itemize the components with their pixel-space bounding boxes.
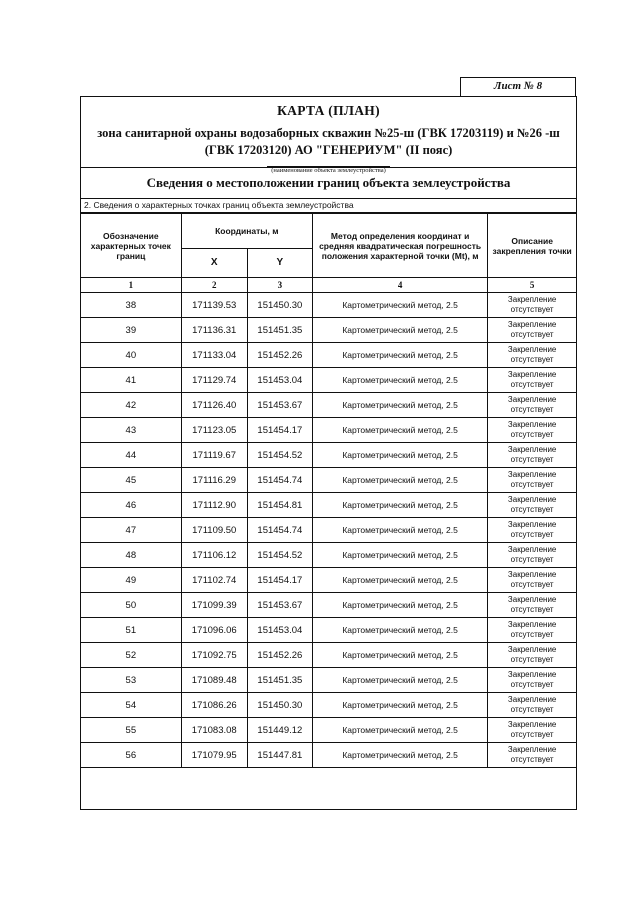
column-number: 5 [488,278,576,293]
x-coordinate-cell: 171116.29 [181,468,247,493]
y-coordinate-cell: 151454.17 [247,418,312,443]
header-y: Y [247,249,312,278]
y-coordinate-cell: 151450.30 [247,293,312,318]
column-number: 4 [312,278,487,293]
subsection-title: 2. Сведения о характерных точках границ объекта землеустройства [81,199,576,213]
method-cell: Картометрический метод, 2.5 [312,393,487,418]
fixation-cell: Закрепление отсутствует [488,493,576,518]
y-coordinate-cell: 151447.81 [247,743,312,768]
title-block [81,97,576,174]
y-coordinate-cell: 151453.04 [247,618,312,643]
fixation-cell: Закрепление отсутствует [488,618,576,643]
x-coordinate-cell: 171099.39 [181,593,247,618]
point-cell: 51 [81,618,181,643]
document-title: КАРТА (ПЛАН) [277,103,380,118]
table-row [81,293,576,318]
point-cell: 48 [81,543,181,568]
column-number: 3 [247,278,312,293]
table-row [81,343,576,368]
title-caption: (наименование объекта землеустройства) [267,166,390,175]
table-row [81,493,576,518]
fixation-cell: Закрепление отсутствует [488,693,576,718]
header-x: X [181,249,247,278]
fixation-cell: Закрепление отсутствует [488,568,576,593]
header-point: Обозначение характерных точек границ [81,214,181,278]
header-method: Метод определения координат и средняя квадратическая погрешность положения характерной точки (Mt), м [312,214,487,278]
point-cell: 45 [81,468,181,493]
x-coordinate-cell: 171096.06 [181,618,247,643]
method-cell: Картометрический метод, 2.5 [312,743,487,768]
x-coordinate-cell: 171119.67 [181,443,247,468]
x-coordinate-cell: 171126.40 [181,393,247,418]
y-coordinate-cell: 151453.04 [247,368,312,393]
method-cell: Картометрический метод, 2.5 [312,693,487,718]
header-coords: Координаты, м [181,214,312,249]
point-cell: 40 [81,343,181,368]
method-cell: Картометрический метод, 2.5 [312,593,487,618]
y-coordinate-cell: 151450.30 [247,693,312,718]
document-frame [80,96,577,810]
point-cell: 42 [81,393,181,418]
x-coordinate-cell: 171139.53 [181,293,247,318]
x-coordinate-cell: 171136.31 [181,318,247,343]
y-coordinate-cell: 151454.17 [247,568,312,593]
fixation-cell: Закрепление отсутствует [488,393,576,418]
method-cell: Картометрический метод, 2.5 [312,493,487,518]
method-cell: Картометрический метод, 2.5 [312,418,487,443]
x-coordinate-cell: 171109.50 [181,518,247,543]
method-cell: Картометрический метод, 2.5 [312,668,487,693]
fixation-cell: Закрепление отсутствует [488,368,576,393]
table-row [81,743,576,768]
table-row [81,368,576,393]
method-cell: Картометрический метод, 2.5 [312,368,487,393]
method-cell: Картометрический метод, 2.5 [312,343,487,368]
x-coordinate-cell: 171079.95 [181,743,247,768]
y-coordinate-cell: 151451.35 [247,318,312,343]
point-cell: 44 [81,443,181,468]
table-row [81,668,576,693]
fixation-cell: Закрепление отсутствует [488,743,576,768]
fixation-cell: Закрепление отсутствует [488,543,576,568]
table-row [81,568,576,593]
method-cell: Картометрический метод, 2.5 [312,643,487,668]
x-coordinate-cell: 171083.08 [181,718,247,743]
point-cell: 38 [81,293,181,318]
y-coordinate-cell: 151454.52 [247,543,312,568]
method-cell: Картометрический метод, 2.5 [312,618,487,643]
y-coordinate-cell: 151454.74 [247,518,312,543]
table-row [81,518,576,543]
point-cell: 52 [81,643,181,668]
fixation-cell: Закрепление отсутствует [488,468,576,493]
y-coordinate-cell: 151454.74 [247,468,312,493]
table-row [81,593,576,618]
x-coordinate-cell: 171123.05 [181,418,247,443]
method-cell: Картометрический метод, 2.5 [312,318,487,343]
method-cell: Картометрический метод, 2.5 [312,568,487,593]
y-coordinate-cell: 151454.52 [247,443,312,468]
table-row [81,443,576,468]
point-cell: 43 [81,418,181,443]
x-coordinate-cell: 171112.90 [181,493,247,518]
fixation-cell: Закрепление отсутствует [488,668,576,693]
boundary-points-table [81,213,576,768]
fixation-cell: Закрепление отсутствует [488,518,576,543]
table-row [81,718,576,743]
y-coordinate-cell: 151449.12 [247,718,312,743]
document-subtitle: зона санитарной охраны водозаборных скважин №25-ш (ГВК 17203119) и №26 -ш (ГВК 17203120) АО "ГЕНЕРИУМ" (II пояс) [97,126,560,157]
column-number: 2 [181,278,247,293]
method-cell: Картометрический метод, 2.5 [312,518,487,543]
y-coordinate-cell: 151452.26 [247,643,312,668]
x-coordinate-cell: 171102.74 [181,568,247,593]
x-coordinate-cell: 171089.48 [181,668,247,693]
point-cell: 53 [81,668,181,693]
table-row [81,468,576,493]
point-cell: 50 [81,593,181,618]
table-row [81,693,576,718]
column-number: 1 [81,278,181,293]
y-coordinate-cell: 151451.35 [247,668,312,693]
point-cell: 54 [81,693,181,718]
point-cell: 46 [81,493,181,518]
table-row [81,618,576,643]
table-row [81,643,576,668]
point-cell: 55 [81,718,181,743]
fixation-cell: Закрепление отсутствует [488,293,576,318]
point-cell: 56 [81,743,181,768]
method-cell: Картометрический метод, 2.5 [312,443,487,468]
sheet-number-label: Лист № 8 [460,77,576,96]
y-coordinate-cell: 151453.67 [247,593,312,618]
method-cell: Картометрический метод, 2.5 [312,293,487,318]
x-coordinate-cell: 171129.74 [181,368,247,393]
table-row [81,393,576,418]
y-coordinate-cell: 151453.67 [247,393,312,418]
point-cell: 47 [81,518,181,543]
table-row [81,543,576,568]
fixation-cell: Закрепление отсутствует [488,443,576,468]
method-cell: Картометрический метод, 2.5 [312,718,487,743]
y-coordinate-cell: 151454.81 [247,493,312,518]
x-coordinate-cell: 171086.26 [181,693,247,718]
table-row [81,418,576,443]
point-cell: 41 [81,368,181,393]
y-coordinate-cell: 151452.26 [247,343,312,368]
table-row [81,318,576,343]
fixation-cell: Закрепление отсутствует [488,418,576,443]
fixation-cell: Закрепление отсутствует [488,593,576,618]
fixation-cell: Закрепление отсутствует [488,343,576,368]
header-fixation: Описание закрепления точки [488,214,576,278]
fixation-cell: Закрепление отсутствует [488,643,576,668]
fixation-cell: Закрепление отсутствует [488,718,576,743]
x-coordinate-cell: 171133.04 [181,343,247,368]
column-number-row [81,278,576,293]
method-cell: Картометрический метод, 2.5 [312,543,487,568]
section-title: Сведения о местоположении границ объекта землеустройства [81,168,576,199]
method-cell: Картометрический метод, 2.5 [312,468,487,493]
fixation-cell: Закрепление отсутствует [488,318,576,343]
x-coordinate-cell: 171106.12 [181,543,247,568]
table-body [81,293,576,768]
point-cell: 39 [81,318,181,343]
x-coordinate-cell: 171092.75 [181,643,247,668]
point-cell: 49 [81,568,181,593]
